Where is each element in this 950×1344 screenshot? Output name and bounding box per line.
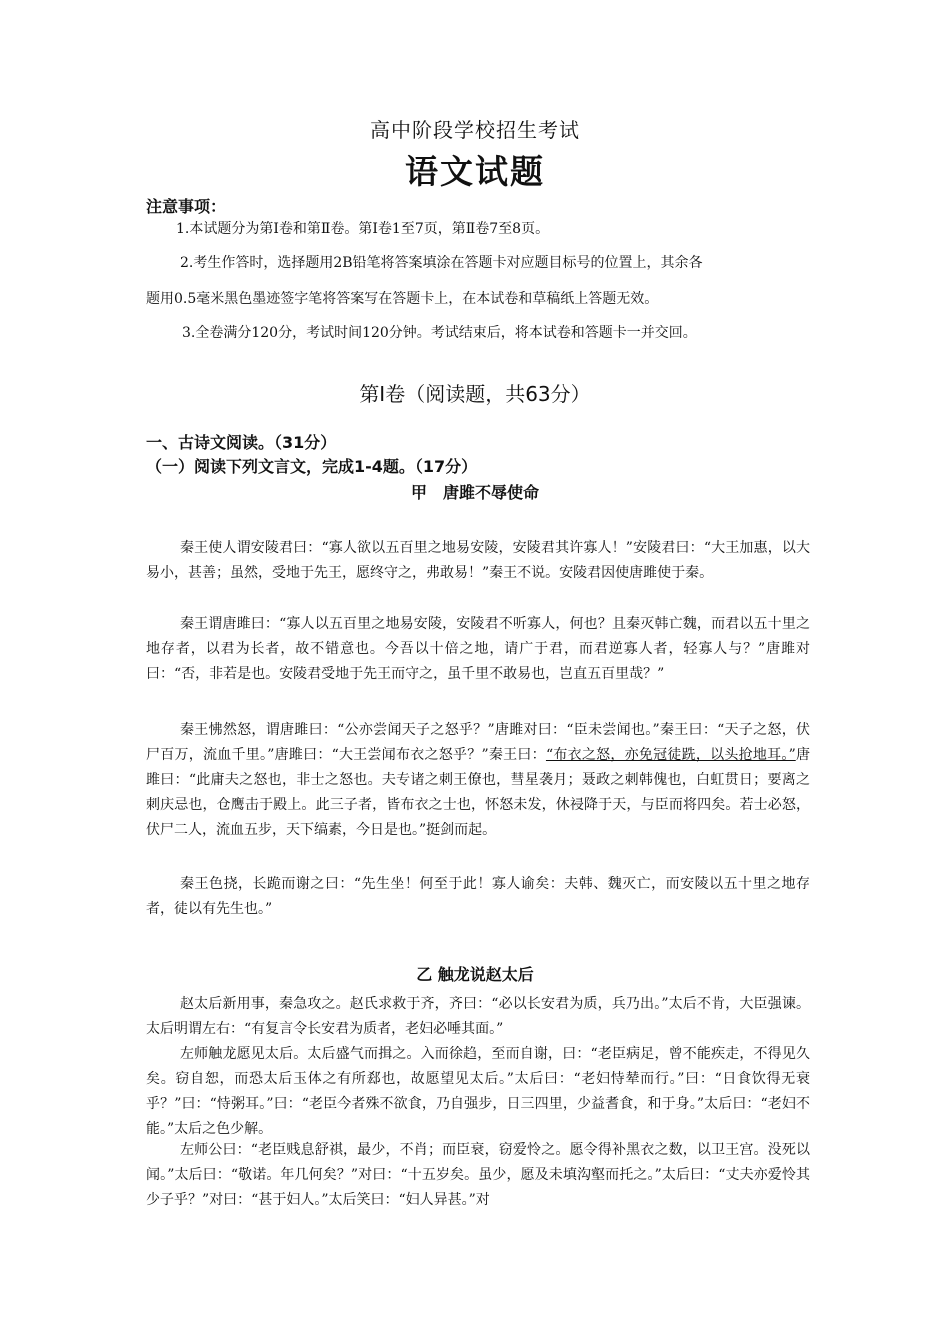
notice-item-2-line-2: 题用0.5毫米黑色墨迹签字笔将答案写在答题卡上，在本试卷和草稿纸上答题无效。 <box>146 291 659 307</box>
passage-b-paragraph-3: 左师公曰：“老臣贱息舒祺，最少，不肖；而臣衰，窃爱怜之。愿令得补黑衣之数，以卫王宫。没死以闻。”太后曰：“敬诺。年几何矣？”对曰：“十五岁矣。虽少，愿及未填沟壑而托之。”太后曰：“丈夫亦爱怜其少子乎？”对曰：“甚于妇人。”太后笑曰：“妇人异甚。”对 <box>146 1142 810 1208</box>
passage-a-paragraph-3-text-before: 秦王怫然怒，谓唐雎曰：“公亦尝闻天子之怒乎？”唐雎对曰：“臣未尝闻也。”秦王曰：“天子之怒，伏尸百万，流血千里。”唐雎曰：“大王尝闻布衣之怒乎？”秦王曰： <box>146 722 810 763</box>
passage-b-paragraph-1: 赵太后新用事，秦急攻之。赵氏求救于齐，齐曰：“必以长安君为质，兵乃出。”太后不肯，大臣强谏。太后明谓左右：“有复言令长安君为质者，老妇必唾其面。” <box>146 996 810 1037</box>
section-heading: 一、古诗文阅读。（31分） <box>146 433 337 452</box>
subject-title: 语文试题 <box>405 152 545 191</box>
passage-b-paragraph-2: 左师触龙愿见太后。太后盛气而揖之。入而徐趋，至而自谢，曰：“老臣病足，曾不能疾走，不得见久矣。窃自恕，而恐太后玉体之有所郄也，故愿望见太后。”太后曰：“老妇恃辇而行。”曰：“日食饮得无衰乎？”曰：“恃粥耳。”曰：“老臣今者殊不欲食，乃自强步，日三四里，少益耆食，和于身。”太后曰：“老妇不能。”太后之色少解。 <box>146 1046 810 1137</box>
notice-heading: 注意事项： <box>146 197 227 216</box>
underlined-sentence: “布衣之怒，亦免冠徒跣，以头抢地耳。” <box>545 747 796 763</box>
notice-item-2-line-1: 2.考生作答时，选择题用2B铅笔将答案填涂在答题卡对应题目标号的位置上，其余各 <box>180 255 703 271</box>
passage-b-title: 乙 触龙说赵太后 <box>416 965 534 984</box>
passage-a-paragraph-3-text-after: 唐雎曰：“此庸夫之怒也，非士之怒也。夫专诸之刺王僚也，彗星袭月；聂政之刺韩傀也，白虹贯日；要离之刺庆忌也，仓鹰击于殿上。此三子者，皆布衣之士也，怀怒未发，休祲降于天，与臣而将四矣。若士必怒，伏尸二人，流血五步，天下缟素，今日是也。”挺剑而起。 <box>146 747 810 838</box>
passage-a-title: 甲 唐雎不辱使命 <box>410 483 539 502</box>
passage-a-paragraph-3 <box>146 718 810 843</box>
volume-title: 第Ⅰ卷（阅读题，共63分） <box>359 382 591 406</box>
notice-item-3: 3.全卷满分120分，考试时间120分钟。考试结束后，将本试卷和答题卡一并交回。 <box>182 325 697 341</box>
notice-item-1: 1.本试题分为第Ⅰ卷和第Ⅱ卷。第Ⅰ卷1至7页，第Ⅱ卷7至8页。 <box>176 221 550 237</box>
passage-a-paragraph-4: 秦王色挠，长跪而谢之曰：“先生坐！何至于此！寡人谕矣：夫韩、魏灭亡，而安陵以五十里之地存者，徒以有先生也。” <box>146 876 810 917</box>
section-sub-heading: （一）阅读下列文言文，完成1-4题。（17分） <box>146 457 478 476</box>
exam-title: 高中阶段学校招生考试 <box>370 118 580 142</box>
passage-a-paragraph-1: 秦王使人谓安陵君曰：“寡人欲以五百里之地易安陵，安陵君其许寡人！”安陵君曰：“大王加惠，以大易小，甚善；虽然，受地于先王，愿终守之，弗敢易！”秦王不说。安陵君因使唐雎使于秦。 <box>146 540 810 581</box>
passage-a-paragraph-2: 秦王谓唐雎曰：“寡人以五百里之地易安陵，安陵君不听寡人，何也？且秦灭韩亡魏，而君以五十里之地存者，以君为长者，故不错意也。今吾以十倍之地，请广于君，而君逆寡人者，轻寡人与？”唐雎对曰：“否，非若是也。安陵君受地于先王而守之，虽千里不敢易也，岂直五百里哉？” <box>146 616 810 682</box>
